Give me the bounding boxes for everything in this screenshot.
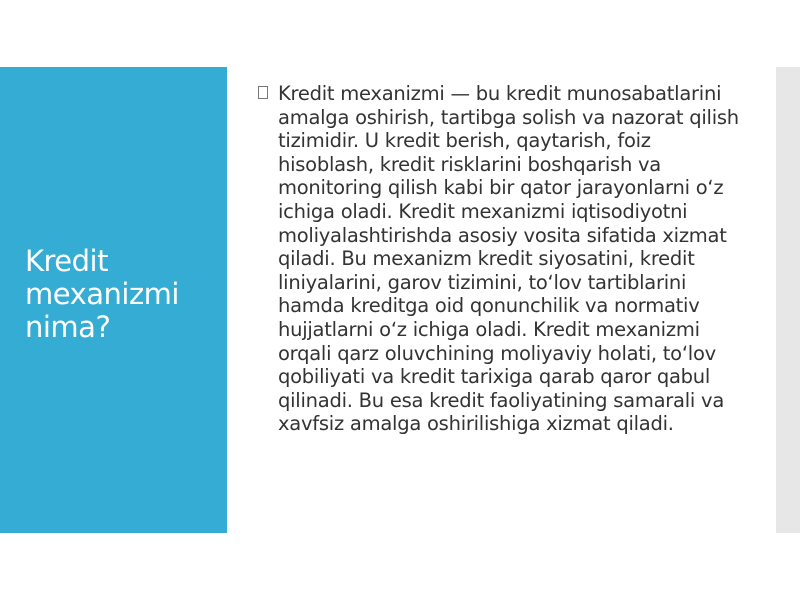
right-decorative-strip <box>776 67 800 533</box>
body-paragraph: Kredit mexanizmi — bu kredit munosabatlarini amalga oshirish, tartibga solish va nazorat qilish tizimidir. U kredit berish, qaytarish, foiz hisoblash, kredit risklarini boshqarish va monitoring qilish kabi bir qator jarayonlarni oʻz ichiga oladi. Kredit mexanizmi iqtisodiyotni moliyalashtirishda asosiy vosita sifatida xizmat qiladi. Bu mexanizm kredit siyosatini, kredit liniyalarini, garov tizimini, toʻlov tartiblarini hamda kreditga oid qonunchilik va normativ hujjatlarni oʻz ichiga oladi. Kredit mexanizmi orqali qarz oluvchining moliyaviy holati, toʻlov qobiliyati va kredit tarixiga qarab qaror qabul qilinadi. Bu esa kredit faoliyatining samarali va xavfsiz amalga oshirilishiga xizmat qiladi. <box>278 82 739 436</box>
square-bullet-icon <box>258 86 268 99</box>
slide-title: Kredit mexanizmi nima? <box>25 244 179 344</box>
